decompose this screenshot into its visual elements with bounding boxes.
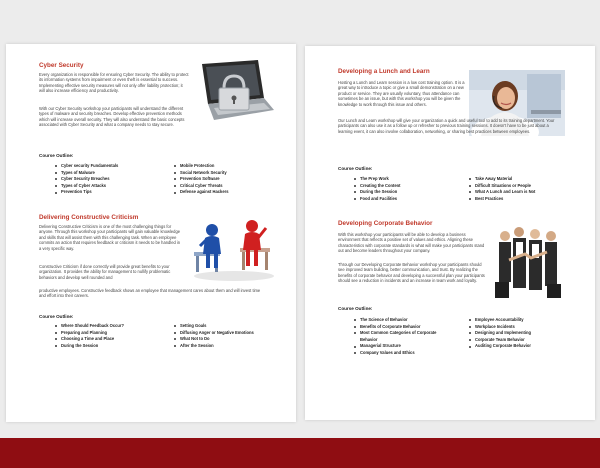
list-item: Managerial Structure [354, 343, 454, 350]
list-item: Critical Cyber Threats [174, 183, 228, 190]
list-item: Difficult Situations or People [469, 183, 535, 190]
list-item: The Science of Behavior [354, 317, 454, 324]
list-item: Types of Malware [55, 170, 118, 177]
criticism-outline-col1 [55, 323, 124, 349]
cyber-outline-label: Course Outline: [39, 153, 74, 158]
lunch-outline-col2 [469, 176, 535, 202]
list-item: Most Common Categories of Corporate Behavior [354, 330, 454, 343]
list-item: Best Practices [469, 196, 535, 203]
list-item: Diffusing Anger or Negative Emotions [174, 330, 254, 337]
list-item: Defense against Hackers [174, 189, 228, 196]
list-item: Where Should Feedback Occur? [55, 323, 124, 330]
list-item: Types of Cyber Attacks [55, 183, 118, 190]
list-item: Choosing a Time and Place [55, 336, 124, 343]
criticism-intro: Delivering Constructive Criticism is one of the most challenging things for anyone. Through this workshop your participants will gain valuable knowledge and skills that will assist them with this challenging task. When an employee commits an action that requires feedback or criticism it needs to be handled in a very specific way. [39, 224, 181, 251]
criticism-conclusion: productive employees. Constructive feedback shows an employee that management cares about them and will invest time and effort into their careers. [39, 288, 261, 299]
list-item: Preparing and Planning [55, 330, 124, 337]
criticism-title: Delivering Constructive Criticism [39, 214, 139, 221]
list-item: Prevention Tips [55, 189, 118, 196]
cyber-outline-col2 [174, 163, 228, 196]
footer-bar [0, 438, 600, 468]
lunch-learn-title: Developing a Lunch and Learn [338, 68, 430, 75]
list-item: Social Network Security [174, 170, 228, 177]
brochure-page-left [6, 44, 296, 422]
corporate-behavior-title: Developing Corporate Behavior [338, 220, 433, 227]
laptop-padlock-image [184, 58, 276, 124]
lunch-learn-details: Our Lunch and Learn workshop will give your organization a quick and useful tool to add to its training department. Your participants can also use it as a follow up or refresher to previous training sessions. It doesn't have to be just about a learning event, it can also involve collaboration, networking, or sharing best practices between employees. [338, 118, 555, 134]
business-team-group-image [491, 222, 567, 302]
list-item: Auditing Corporate Behavior [469, 343, 531, 350]
list-item: What A Lunch and Learn is Not [469, 189, 535, 196]
list-item: Food and Facilities [354, 196, 400, 203]
corporate-outline-label: Course Outline: [338, 306, 373, 311]
brochure-page-right [305, 46, 595, 420]
list-item: After the Session [174, 343, 254, 350]
cyber-security-title: Cyber Security [39, 62, 84, 69]
list-item: Employee Accountability [469, 317, 531, 324]
lunch-outline-col1 [354, 176, 400, 202]
list-item: Cyber security Fundamentals [55, 163, 118, 170]
list-item: Designing and Implementing [469, 330, 531, 337]
list-item: During the Session [354, 189, 400, 196]
list-item: Mobile Protection [174, 163, 228, 170]
corporate-outline-col1 [354, 317, 454, 357]
cyber-security-details: With our Cyber Security workshop your participants will understand the different types of malware and security breaches. Develop effective prevention methods which will increase overall security. They will also understand the basic concepts associated with Cyber Security and what a company needs to stay secure. [39, 106, 185, 128]
list-item: Cyber Security Breaches [55, 176, 118, 183]
list-item: Setting Goals [174, 323, 254, 330]
list-item: Prevention Software [174, 176, 228, 183]
criticism-details: Constructive Criticism if done correctly will provide great benefits to your organization. It provides the ability for management to nullify problematic behaviors and develop well rounded and [39, 264, 171, 280]
corporate-outline-col2 [469, 317, 531, 350]
criticism-outline-col2 [174, 323, 254, 349]
cyber-security-intro: Every organization is responsible for ensuring Cyber Security. The ability to protect its information systems from impairment or even theft is essential to success. Implementing effective security measures will not only offer liability protection; it will also increase efficiency and productivity. [39, 72, 189, 94]
list-item: Workplace Incidents [469, 324, 531, 331]
criticism-outline-label: Course Outline: [39, 314, 74, 319]
list-item: Corporate Team Behavior [469, 337, 531, 344]
list-item: What Not to Do [174, 336, 254, 343]
cyber-outline-col1 [55, 163, 118, 196]
lunch-learn-intro: Hosting a Lunch and Learn session is a low cost training option. It is a great way to introduce a topic or give a small demonstration on a new product or service. They are usually voluntary, thus attendance can sometimes be an issue, but with this workshop you will be given the knowledge to work through this issue and others. [338, 80, 465, 107]
two-figures-desks-image [192, 216, 276, 282]
list-item: During the Session [55, 343, 124, 350]
list-item: Benefits of Corporate Behavior [354, 324, 454, 331]
lunch-outline-label: Course Outline: [338, 166, 373, 171]
list-item: Company Values and Ethics [354, 350, 454, 357]
list-item: The Prep Work [354, 176, 400, 183]
list-item: Creating the Content [354, 183, 400, 190]
corporate-behavior-intro: With this workshop your participants will be able to develop a business environment that reflects a positive set of values and ethics. Aligning these characteristics with corporate standards is what will make your participants stand out and become leaders throughout your company. [338, 232, 485, 254]
corporate-behavior-details: Through our Developing Corporate Behavior workshop your participants should see improved team building, better communication, and trust. By realizing the benefits of corporate behavior and developing a successful plan your participants should see a reduction in incidents and an increase in team work and loyalty. [338, 262, 485, 284]
list-item: Take Away Material [469, 176, 535, 183]
